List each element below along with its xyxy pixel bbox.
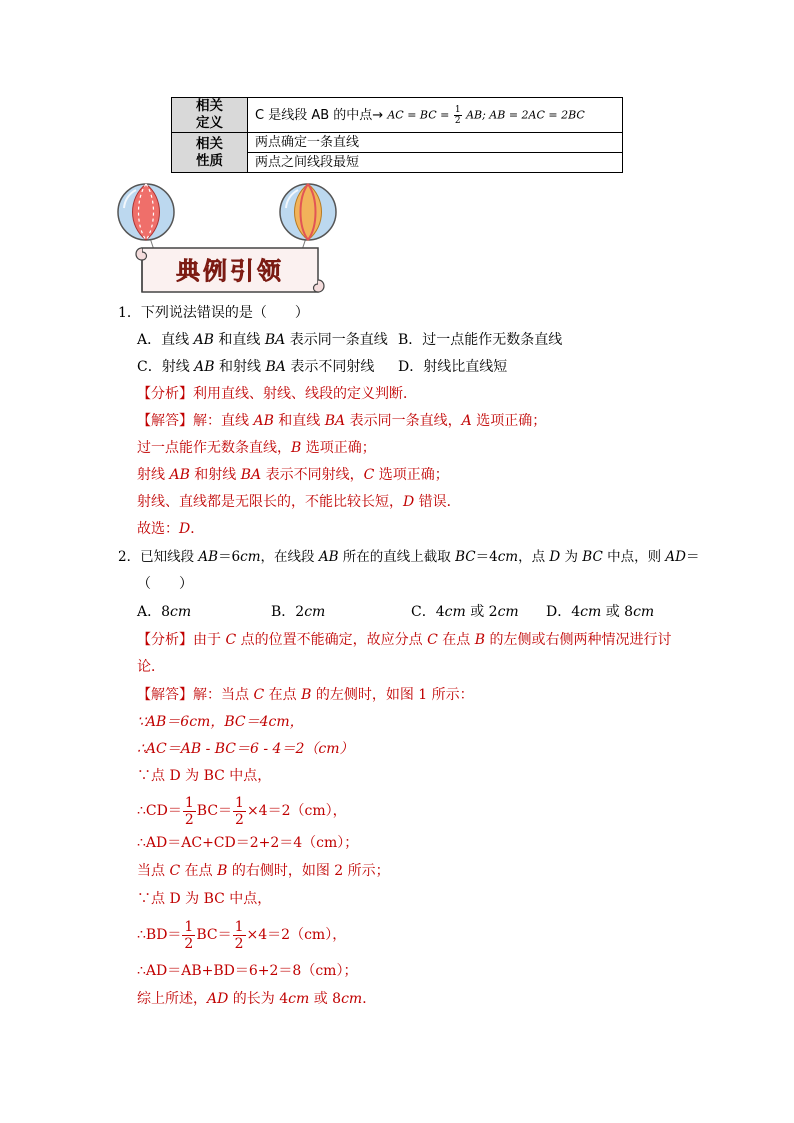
midpoint-formula: AC = BC = $\frac{1}{2}$ AB; AB = 2AC = 2BC — [387, 105, 585, 126]
banner-title: 典例引领 — [176, 256, 284, 285]
fraction: $\frac{1}{2}$ — [454, 105, 461, 126]
q1-option-a: A．直线 AB 和直线 BA 表示同一条直线 — [137, 332, 388, 348]
fraction: $\frac{1}{2}$ — [234, 918, 244, 952]
q2-answer-line-9: ∴BD＝ $\frac{1}{2}$ BC＝ $\frac{1}{2}$ ×4＝2（cm）， — [137, 918, 347, 952]
q1-answer-line-3: 射线 AB 和射线 BA 表示不同射线，C 选项正确； — [137, 467, 449, 483]
q2-answer-line-10: ∴AD＝AB+BD＝6+2＝8（cm）； — [137, 963, 358, 979]
definition-content: C 是线段 AB 的中点→ AC = BC = $\frac{1}{2}$ AB; AB = 2AC = 2BC — [248, 98, 623, 133]
q2-option-b: B．2cm — [271, 604, 326, 620]
q2-answer-line-5: ∴CD＝ $\frac{1}{2}$ BC＝ $\frac{1}{2}$ ×4＝2（cm）， — [137, 794, 347, 828]
q2-stem: 2．已知线段 AB＝6cm，在线段 AB 所在的直线上截取 BC＝4cm，点 D 为 BC 中点，则 AD＝ — [118, 549, 700, 565]
q2-option-c: C．4cm 或 2cm — [411, 604, 519, 620]
example-banner — [114, 178, 340, 298]
q2-analysis: 【分析】由于 C 点的位置不能确定，故应分点 C 在点 B 的左侧或右侧两种情况进行讨 — [137, 632, 672, 648]
q2-option-a: A．8cm — [137, 604, 192, 620]
q1-option-c: C．射线 AB 和射线 BA 表示不同射线 — [137, 359, 375, 375]
definition-label: 相关 定义 — [172, 98, 248, 133]
q2-answer-line-2: ∵AB＝6cm，BC＝4cm， — [137, 714, 304, 730]
balloon-right-icon — [280, 184, 336, 240]
q2-answer-line-8: ∵点 D 为 BC 中点， — [137, 891, 272, 907]
property-2: 两点之间线段最短 — [255, 155, 360, 170]
property-label: 相关 性质 — [172, 133, 248, 173]
q2-answer-line-4: ∵点 D 为 BC 中点， — [137, 768, 272, 784]
q1-stem: 1．下列说法错误的是（ ） — [118, 305, 309, 321]
property-content — [248, 133, 623, 173]
q1-answer-line-2: 过一点能作无数条直线，B 选项正确； — [137, 440, 376, 456]
q2-option-d: D．4cm 或 8cm — [546, 604, 655, 620]
q1-analysis: 【分析】利用直线、射线、线段的定义判断． — [137, 386, 417, 402]
arrow-icon: → — [372, 108, 384, 123]
q2-answer-line-11: 综上所述，AD 的长为 4cm 或 8cm． — [137, 991, 377, 1007]
q1-option-b: B．过一点能作无数条直线 — [398, 332, 563, 348]
q2-analysis-cont: 论． — [137, 659, 165, 675]
q2-blank: （ ） — [137, 576, 193, 592]
q2-answer-line-6: ∴AD＝AC+CD＝2+2＝4（cm）； — [137, 835, 359, 851]
q2-answer-line-3: ∴AC＝AB - BC＝6 - 4＝2（cm） — [137, 741, 354, 757]
property-row — [172, 133, 623, 173]
q2-answer-line-7: 当点 C 在点 B 的右侧时，如图 2 所示； — [137, 863, 390, 879]
q1-answer-line-5: 故选：D． — [137, 521, 205, 537]
q1-answer-line-1: 【解答】解：直线 AB 和直线 BA 表示同一条直线，A 选项正确； — [137, 413, 547, 429]
q1-option-d: D．射线比直线短 — [398, 359, 508, 375]
q1-answer-line-4: 射线、直线都是无限长的，不能比较长短，D 错误． — [137, 494, 461, 510]
balloon-left-icon — [118, 184, 174, 240]
banner-graphic — [114, 178, 340, 298]
fraction: $\frac{1}{2}$ — [184, 918, 194, 952]
definition-row — [172, 98, 623, 133]
property-1: 两点确定一条直线 — [248, 133, 622, 153]
definition-table — [171, 97, 623, 173]
q2-answer-line-1: 【解答】解：当点 C 在点 B 的左侧时，如图 1 所示： — [137, 687, 474, 703]
fraction: $\frac{1}{2}$ — [235, 794, 244, 828]
fraction: $\frac{1}{2}$ — [184, 794, 194, 828]
